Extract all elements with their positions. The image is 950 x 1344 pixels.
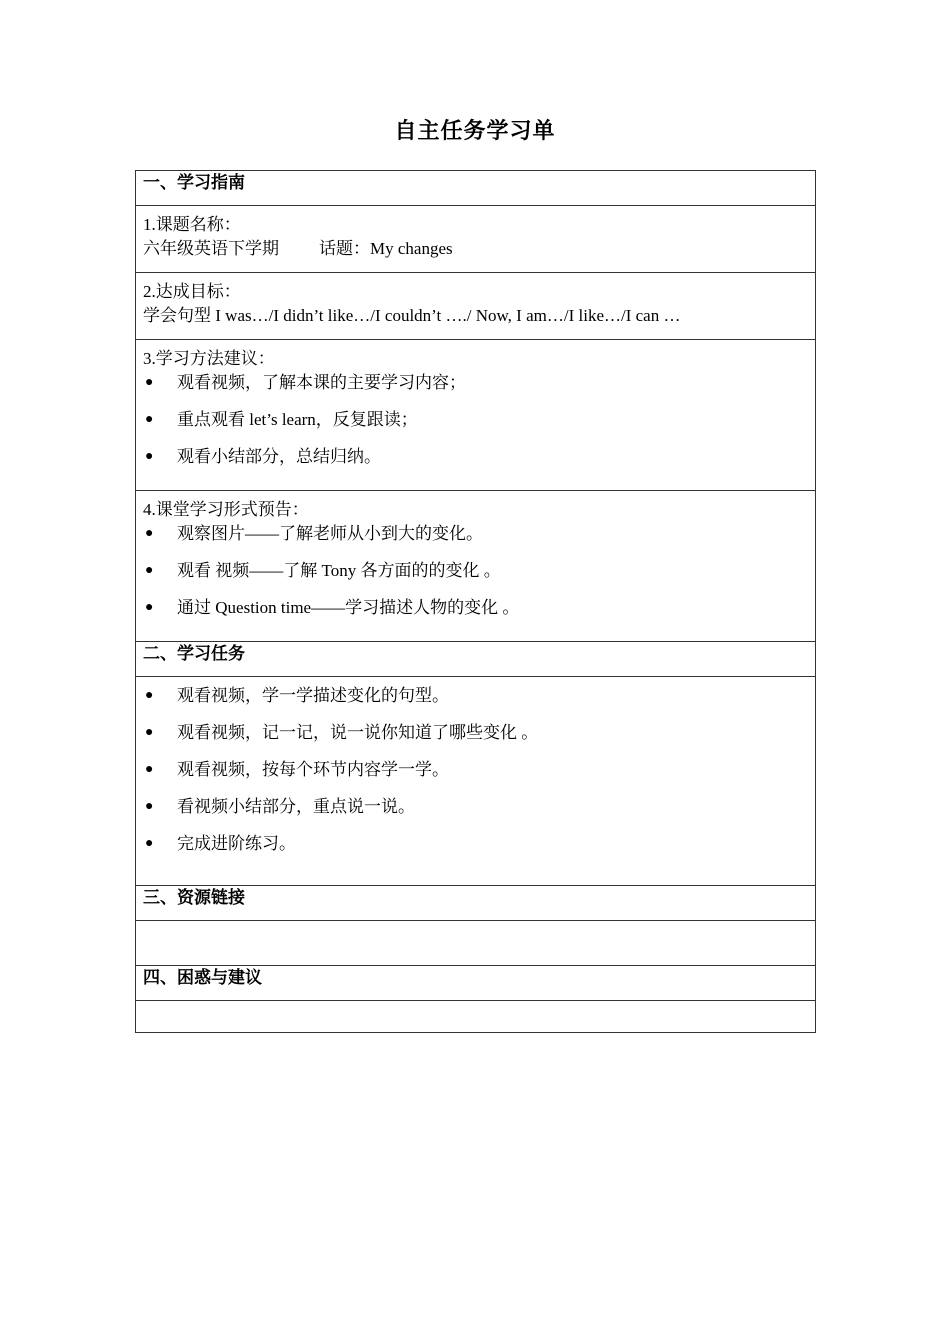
list-item: ● 通过 Question time——学习描述人物的变化 。 xyxy=(143,596,808,633)
bullet-icon: ● xyxy=(145,412,154,427)
list-item: ● 完成进阶练习。 xyxy=(143,832,808,869)
list-item: ● 重点观看 let’s learn，反复跟读； xyxy=(143,408,808,445)
resources-content xyxy=(136,921,816,966)
list-item: ● 看视频小结部分，重点说一说。 xyxy=(143,795,808,832)
section-header-row xyxy=(136,966,816,1001)
goal-text: 学会句型 I was…/I didn’t like…/I couldn’t …./ Now, I am…/I like…/I can … xyxy=(143,306,681,325)
topic-line xyxy=(143,237,808,261)
topic-cell xyxy=(136,206,816,273)
topic-grade: 六年级英语下学期 xyxy=(143,239,279,258)
preview-row xyxy=(136,491,816,642)
tasks-row xyxy=(136,677,816,886)
list-item: ● 观看 视频——了解 Tony 各方面的的变化 。 xyxy=(143,559,808,596)
bullet-icon: ● xyxy=(145,836,154,851)
bullet-icon: ● xyxy=(145,762,154,777)
resources-header: 三、资源链接 xyxy=(136,886,816,921)
guide-header: 一、学习指南 xyxy=(136,171,816,206)
feedback-row xyxy=(136,1001,816,1033)
list-item: ● 观看视频，记一记，说一说你知道了哪些变化 。 xyxy=(143,721,808,758)
feedback-header: 四、困惑与建议 xyxy=(136,966,816,1001)
methods-list xyxy=(143,371,808,482)
list-item: ● 观看视频，了解本课的主要学习内容； xyxy=(143,371,808,408)
feedback-content xyxy=(136,1001,816,1033)
goal-cell xyxy=(136,273,816,340)
goal-row xyxy=(136,273,816,340)
methods-cell xyxy=(136,340,816,491)
methods-row xyxy=(136,340,816,491)
bullet-icon: ● xyxy=(145,563,154,578)
preview-cell xyxy=(136,491,816,642)
topic-text: 话题：My changes xyxy=(319,239,453,258)
preview-list xyxy=(143,522,808,633)
bullet-icon: ● xyxy=(145,688,154,703)
bullet-icon: ● xyxy=(145,526,154,541)
resources-row xyxy=(136,921,816,966)
list-item: ● 观察图片——了解老师从小到大的变化。 xyxy=(143,522,808,559)
list-item: ● 观看小结部分，总结归纳。 xyxy=(143,445,808,482)
list-item: ● 观看视频，按每个环节内容学一学。 xyxy=(143,758,808,795)
tasks-header: 二、学习任务 xyxy=(136,642,816,677)
topic-row xyxy=(136,206,816,273)
page-title: 自主任务学习单 xyxy=(394,119,556,144)
worksheet-table xyxy=(135,170,816,1033)
bullet-icon: ● xyxy=(145,799,154,814)
bullet-icon: ● xyxy=(145,725,154,740)
bullet-icon: ● xyxy=(145,600,154,615)
preview-label: 4.课堂学习形式预告： xyxy=(143,500,309,519)
tasks-list xyxy=(143,684,808,869)
goal-label: 2.达成目标： xyxy=(143,282,241,301)
tasks-cell xyxy=(136,677,816,886)
methods-label: 3.学习方法建议： xyxy=(143,349,275,368)
bullet-icon: ● xyxy=(145,449,154,464)
section-header-row xyxy=(136,171,816,206)
section-header-row xyxy=(136,642,816,677)
section-header-row xyxy=(136,886,816,921)
topic-label: 1.课题名称： xyxy=(143,215,241,234)
list-item: ● 观看视频，学一学描述变化的句型。 xyxy=(143,684,808,721)
bullet-icon: ● xyxy=(145,375,154,390)
